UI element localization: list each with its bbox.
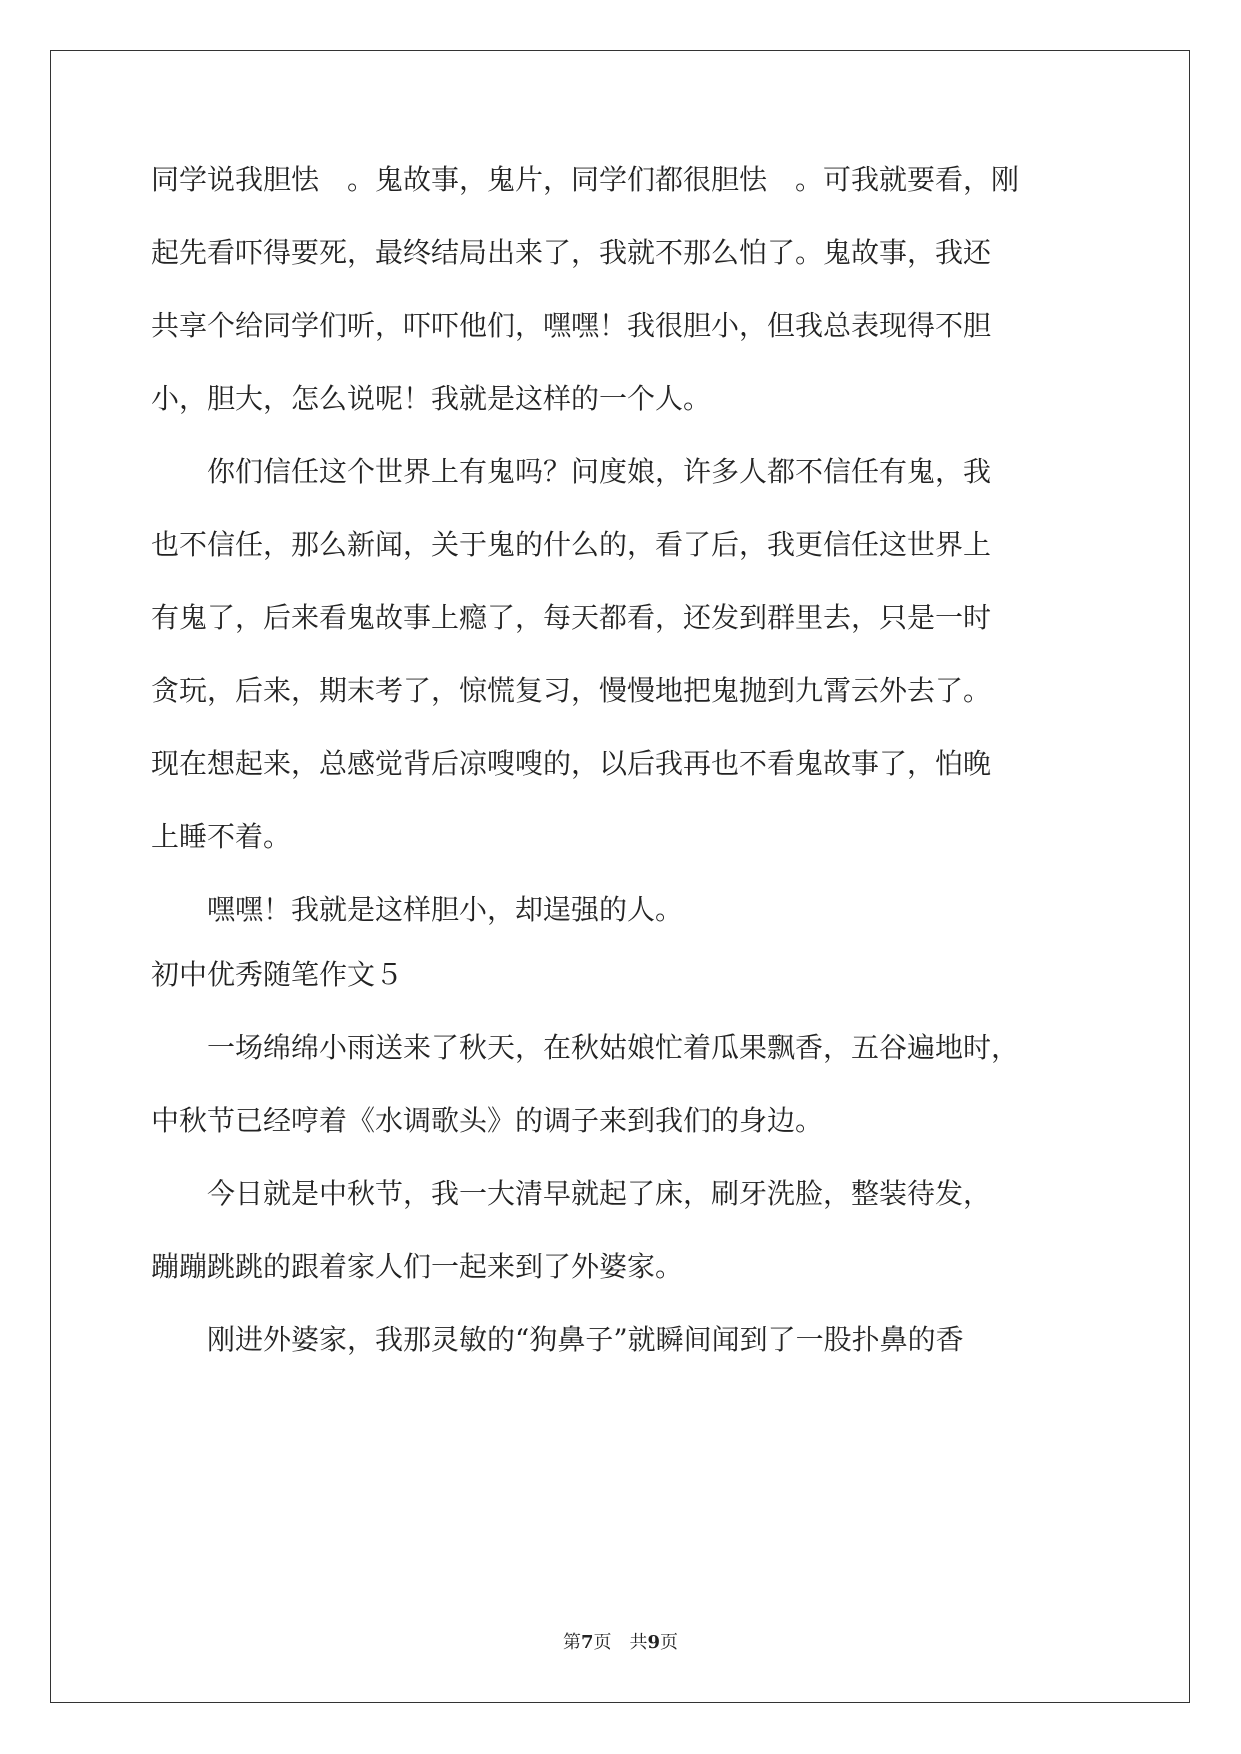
text-line: 蹦蹦跳跳的跟着家人们一起来到了外婆家。 xyxy=(151,1250,684,1283)
section-heading: 初中优秀随笔作文５ xyxy=(151,958,404,991)
page-footer xyxy=(0,1628,1241,1654)
text-line: 嘿嘿！我就是这样胆小，却逞强的人。 xyxy=(151,893,684,926)
text-line: 上睡不着。 xyxy=(151,820,292,853)
text-line: 你们信任这个世界上有鬼吗？问度娘，许多人都不信任有鬼，我 xyxy=(151,455,992,488)
text-line: 刚进外婆家，我那灵敏的“狗鼻子”就瞬间闻到了一股扑鼻的香 xyxy=(151,1323,964,1356)
text-line: 一场绵绵小雨送来了秋天，在秋姑娘忙着瓜果飘香，五谷遍地时， xyxy=(151,1031,1020,1064)
text-line: 今日就是中秋节，我一大清早就起了床，刷牙洗脸，整装待发， xyxy=(151,1177,992,1210)
text-line: 也不信任，那么新闻，关于鬼的什么的，看了后，我更信任这世界上 xyxy=(151,528,992,561)
text-line: 共享个给同学们听，吓吓他们，嘿嘿！我很胆小，但我总表现得不胆 xyxy=(151,309,992,342)
text-line: 同学说我胆怯 。鬼故事，鬼片，同学们都很胆怯 。可我就要看，刚 xyxy=(151,163,1020,196)
text-line: 有鬼了，后来看鬼故事上瘾了，每天都看，还发到群里去，只是一时 xyxy=(151,601,992,634)
footer-middle: 页 共 xyxy=(593,1632,648,1653)
text-line: 现在想起来，总感觉背后凉嗖嗖的，以后我再也不看鬼故事了，怕晚 xyxy=(151,747,992,780)
footer-suffix: 页 xyxy=(660,1632,679,1653)
footer-prefix: 第 xyxy=(562,1632,581,1653)
footer-total-pages: 9 xyxy=(647,1632,661,1653)
text-line: 贪玩，后来，期末考了，惊慌复习，慢慢地把鬼抛到九霄云外去了。 xyxy=(151,674,992,707)
page-border xyxy=(50,50,1190,1703)
text-line: 中秋节已经哼着《水调歌头》的调子来到我们的身边。 xyxy=(151,1104,824,1137)
footer-page-number: 7 xyxy=(580,1632,594,1653)
text-line: 起先看吓得要死，最终结局出来了，我就不那么怕了。鬼故事，我还 xyxy=(151,236,992,269)
text-line: 小，胆大，怎么说呢！我就是这样的一个人。 xyxy=(151,382,712,415)
